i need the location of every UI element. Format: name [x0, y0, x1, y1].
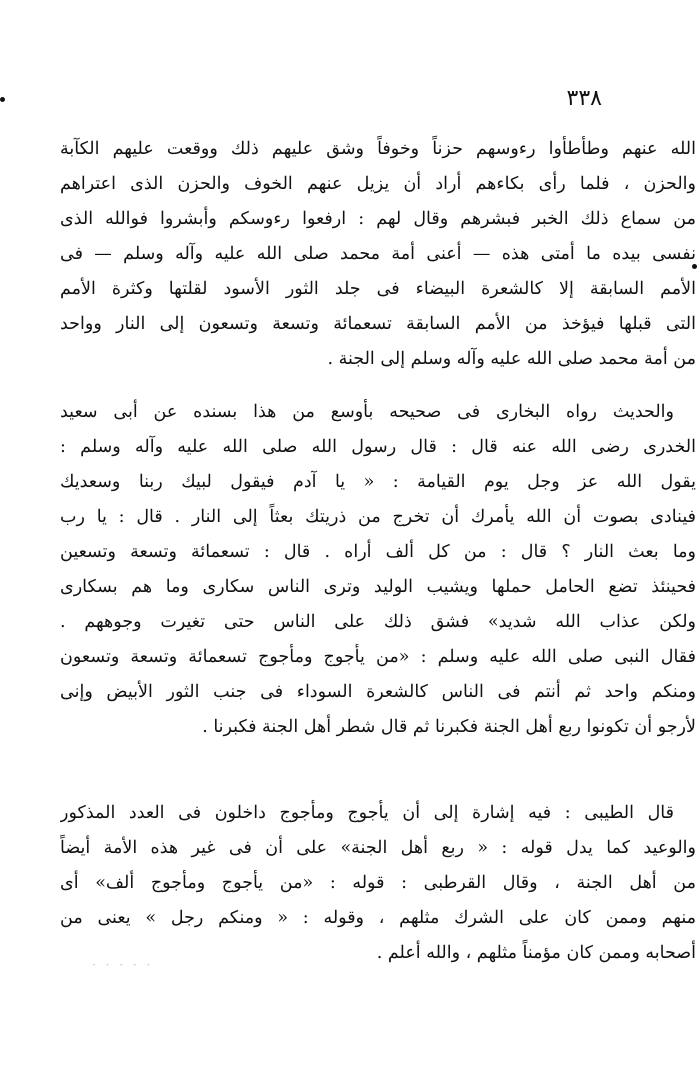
paragraph-1: [60, 132, 696, 377]
paragraph-2: [60, 395, 696, 745]
text-line: أصحابه وممن كان مؤمناً مثلهم ، والله أعلم .: [376, 943, 696, 963]
text-line: يقول الله عز وجل يوم القيامة : « يا آدم فيقول لبيك ربنا وسعديك: [60, 472, 696, 492]
text-line: الأمم السابقة إلا كالشعرة البيضاء فى جلد الثور الأسود لقلتها وكثرة الأمم: [60, 279, 696, 299]
text-line: فقال النبى صلى الله عليه وسلم : «من يأجوج ومأجوج تسعمائة وتسعة وتسعون: [60, 647, 696, 667]
text-line: ومنكم واحد ثم أنتم فى الناس كالشعرة السوداء فى جنب الثور الأبيض وإنى: [60, 682, 696, 702]
text-line: قال الطيبى : فيه إشارة إلى أن يأجوج ومأجوج داخلون فى العدد المذكور: [60, 803, 674, 823]
text-line: من أمة محمد صلى الله عليه وآله وسلم إلى الجنة .: [327, 349, 696, 369]
scan-speckle: · · · · ·: [92, 958, 154, 972]
page-number: ٣٣٨: [566, 86, 602, 111]
text-line: التى قبلها فيؤخذ من الأمم السابقة تسعمائة وتسعة وتسعون إلى النار وواحد: [60, 314, 696, 334]
text-line: من سماع ذلك الخبر فبشرهم وقال لهم : ارفعوا رءوسكم وأبشروا فوالله الذى: [60, 209, 696, 229]
text-line: الخدرى رضى الله عنه قال : قال رسول الله صلى الله عليه وآله وسلم :: [60, 437, 696, 457]
text-line: والوعيد كما يدل قوله : « ربع أهل الجنة» على أن فى غير هذه الأمة أيضاً: [60, 838, 696, 858]
edge-mark-top: [0, 97, 5, 102]
paragraph-3: [60, 796, 696, 971]
text-line: والحديث رواه البخارى فى صحيحه بأوسع من هذا بسنده عن أبى سعيد: [60, 402, 674, 422]
text-line: الله عنهم وطأطأوا رءوسهم حزناً وخوفاً وشق عليهم ذلك ووقعت عليهم الكآبة: [60, 139, 696, 159]
text-line: ولكن عذاب الله شديد» فشق ذلك على الناس حتى تغيرت وجوههم .: [60, 612, 696, 632]
text-line: من أهل الجنة ، وقال القرطبى : قوله : «من يأجوج ومأجوج ألف» أى: [60, 873, 696, 893]
text-line: لأرجو أن تكونوا ربع أهل الجنة فكبرنا ثم قال شطر أهل الجنة فكبرنا .: [202, 717, 696, 737]
text-line: فينادى بصوت أن الله يأمرك أن تخرج من ذريتك بعثاً إلى النار . قال : يا رب: [60, 507, 696, 527]
text-line: والحزن ، فلما رأى بكاءهم أراد أن يزيل عنهم الخوف والحزن الذى اعتراهم: [60, 174, 696, 194]
text-line: نفسى بيده ما أمتى هذه — أعنى أمة محمد صلى الله عليه وآله وسلم — فى: [60, 244, 696, 264]
text-line: منهم وممن كان على الشرك مثلهم ، وقوله : « ومنكم رجل » يعنى من: [60, 908, 696, 928]
text-line: وما بعث النار ؟ قال : من كل ألف أراه . قال : تسعمائة وتسعة وتسعين: [60, 542, 696, 562]
text-line: فحينئذ تضع الحامل حملها ويشيب الوليد وترى الناس سكارى وما هم بسكارى: [60, 577, 696, 597]
